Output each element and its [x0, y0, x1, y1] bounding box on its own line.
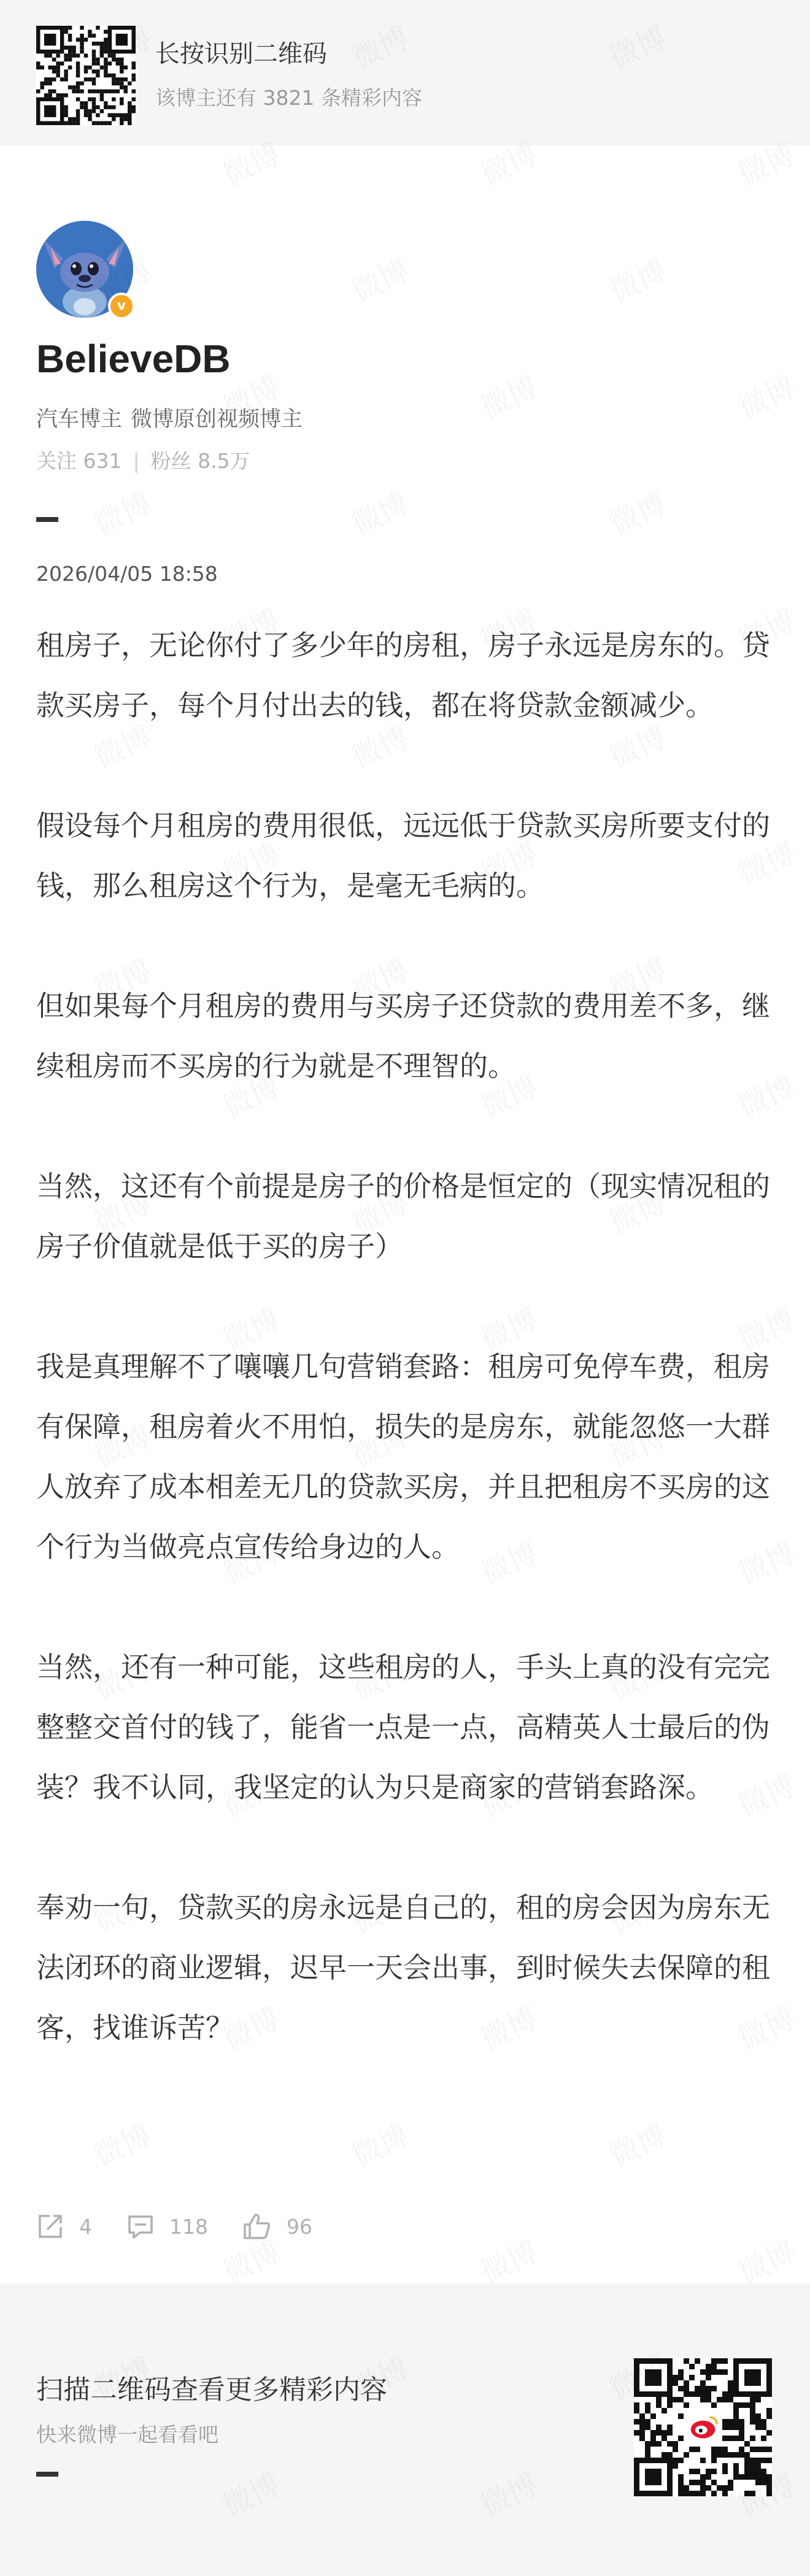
qr-code-icon[interactable] [634, 2358, 772, 2496]
weibo-logo-icon [687, 2411, 720, 2444]
repost-button[interactable] [36, 2212, 92, 2241]
watermark-text [344, 247, 415, 310]
repost-icon [36, 2212, 64, 2241]
post-paragraph: 但如果每个月租房的费用与买房子还贷款的费用差不多，继续租房而不买房的行为就是不理智的。 [36, 989, 770, 1083]
comment-button[interactable] [126, 2212, 208, 2241]
post-paragraph: 当然，这还有个前提是房子的价格是恒定的（现实情况租的房子价值就是低于买的房子） [36, 1170, 770, 1263]
like-icon [242, 2212, 272, 2241]
comment-count: 118 [169, 2214, 208, 2239]
footer-banner [0, 2283, 810, 2576]
tag-auto-blogger: 汽车博主 [36, 407, 123, 432]
banner-subtitle: 该博主还有 3821 条精彩内容 [155, 86, 422, 110]
watermark-text [86, 2112, 157, 2175]
comment-icon [126, 2212, 155, 2241]
profile-stats [36, 445, 250, 474]
watermark-text [344, 480, 415, 543]
post-paragraph: 当然，还有一种可能，这些租房的人，手头上真的没有完完整整交首付的钱了，能省一点是一点，高精英人士最后的伪装？我不认同，我坚定的认为只是商家的营销套路深。 [36, 1650, 770, 1804]
watermark-text [472, 2228, 544, 2291]
footer-divider [36, 2472, 58, 2477]
username[interactable]: BelieveDB [36, 337, 231, 381]
banner-title: 长按识别二维码 [155, 40, 327, 68]
watermark-text [730, 2228, 801, 2291]
watermark-text [344, 2112, 415, 2175]
watermark-text [601, 2112, 673, 2175]
like-button[interactable] [242, 2212, 312, 2241]
post-paragraph: 假设每个月租房的费用很低，远远低于贷款买房所要支付的钱，那么租房这个行为，是毫无毛病的。 [36, 809, 770, 902]
qr-code-icon[interactable] [36, 26, 136, 125]
post-paragraph: 我是真理解不了嚷嚷几句营销套路：租房可免停车费，租房有保障，租房着火不用怕，损失的是房东，就能忽悠一大群人放弃了成本相差无几的贷款买房，并且把租房不买房的这个行为当做亮点宣传给身边的人。 [36, 1350, 770, 1563]
post-content [36, 615, 779, 2118]
post-actions [36, 2208, 347, 2245]
post-paragraph: 租房子，无论你付了多少年的房租，房子永远是房东的。贷款买房子，每个月付出去的钱，都在将贷款金额减少。 [36, 629, 770, 722]
stats-separator: | [133, 449, 140, 473]
repost-count: 4 [79, 2214, 92, 2239]
watermark-text [86, 480, 157, 543]
section-divider [36, 517, 58, 522]
verified-icon: v [108, 293, 135, 320]
profile-tags [36, 402, 303, 433]
following-count[interactable]: 关注 631 [36, 449, 122, 473]
footer-subtitle: 快来微博一起看看吧 [36, 2423, 218, 2447]
watermark-text [601, 247, 673, 310]
tag-video-blogger: 微博原创视频博主 [131, 407, 303, 432]
followers-count[interactable]: 粉丝 8.5万 [150, 449, 250, 473]
top-banner [0, 0, 810, 145]
like-count: 96 [287, 2214, 312, 2239]
watermark-text [601, 480, 673, 543]
post-date: 2026/04/05 18:58 [36, 562, 218, 586]
footer-title: 扫描二维码查看更多精彩内容 [36, 2374, 387, 2405]
watermark-text [472, 364, 544, 427]
post-paragraph: 奉劝一句，贷款买的房永远是自己的，租的房会因为房东无法闭环的商业逻辑，迟早一天会出事，到时候失去保障的租客，找谁诉苦？ [36, 1891, 770, 2044]
watermark-text [730, 364, 801, 427]
